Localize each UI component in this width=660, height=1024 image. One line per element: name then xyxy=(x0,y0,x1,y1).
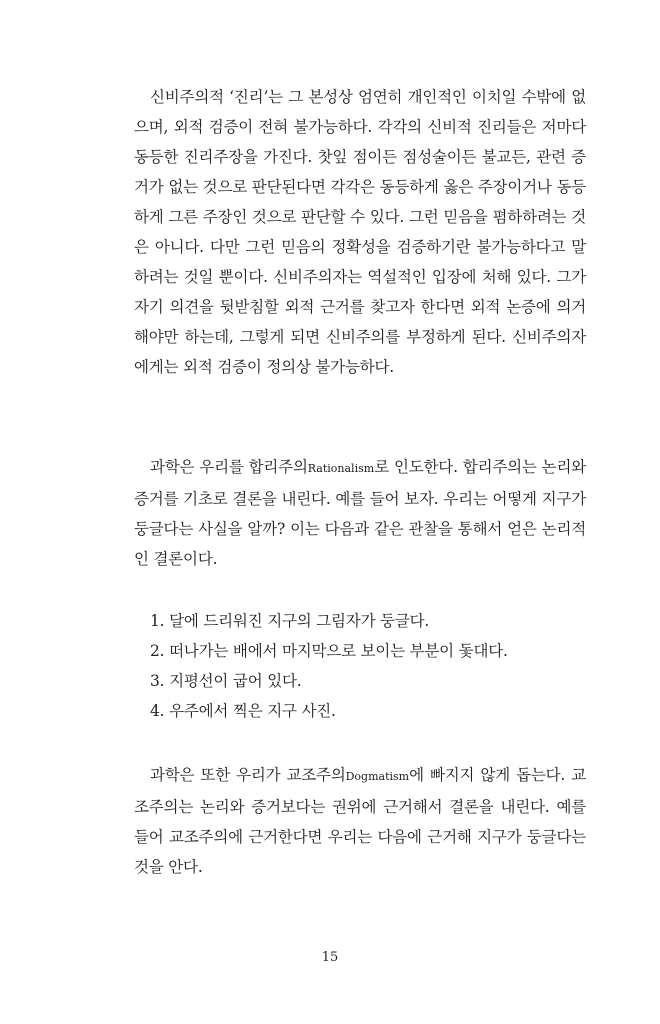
list-item: 2. 떠나가는 배에서 마지막으로 보이는 부분이 돛대다. xyxy=(150,642,508,660)
paragraph-text-end: 로 인도한다. 합리주의는 논리와 증거를 기초로 결론을 내린다. 예를 들어 보자. 우리는 어떻게 지구가 둥글다는 사실을 알까? 이는 다음과 같은 관찰을 통해서 얻은 논리적인 결론이다. xyxy=(134,458,586,568)
page-number: 15 xyxy=(321,950,339,965)
list-item: 1. 달에 드리워진 지구의 그림자가 둥글다. xyxy=(150,612,430,630)
paragraph-rationalism xyxy=(134,452,586,574)
paragraph-dogmatism xyxy=(134,760,586,882)
list-item: 3. 지평선이 굽어 있다. xyxy=(150,672,302,690)
paragraph-text: 신비주의적 ‘진리’는 그 본성상 엄연히 개인적인 이치일 수밖에 없으며, 외적 검증이 전혀 불가능하다. 각각의 신비적 진리들은 저마다 동등한 진리주장을 가진다. 찻잎 점이든 점성술이든 불교든, 관련 증거가 없는 것으로 판단된다면 각각은 동등하게 옳은 주장이거나 동등하게 그른 주장인 것으로 판단할 수 있다. 그런 믿음을 폄하하려는 것은 아니다. 다만 그런 믿음의 정확성을 검증하기란 불가능하다고 말하려는 것일 뿐이다. 신비주의자는 역설적인 입장에 처해 있다. 그가 자기 의견을 뒷받침할 외적 근거를 찾고자 한다면 외적 논증에 의거해야만 하는데, 그렇게 되면 신비주의를 부정하게 된다. 신비주의자에게는 외적 검증이 정의상 불가능하다. xyxy=(134,88,586,376)
list-item: 4. 우주에서 찍은 지구 사진. xyxy=(150,702,336,720)
observation-list xyxy=(150,606,586,726)
paragraph-mysticism xyxy=(134,82,586,382)
term-dogmatism: Dogmatism xyxy=(345,770,410,783)
term-rationalism: Rationalism xyxy=(307,462,375,475)
paragraph-text-end: 에 빠지지 않게 돕는다. 교조주의는 논리와 증거보다는 권위에 근거해서 결론을 내린다. 예를 들어 교조주의에 근거한다면 우리는 다음에 근거해 지구가 둥글다는 것을 안다. xyxy=(134,766,586,876)
paragraph-text-start: 과학은 또한 우리가 교조주의 xyxy=(150,766,346,784)
paragraph-text-start: 과학은 우리를 합리주의 xyxy=(150,458,308,476)
